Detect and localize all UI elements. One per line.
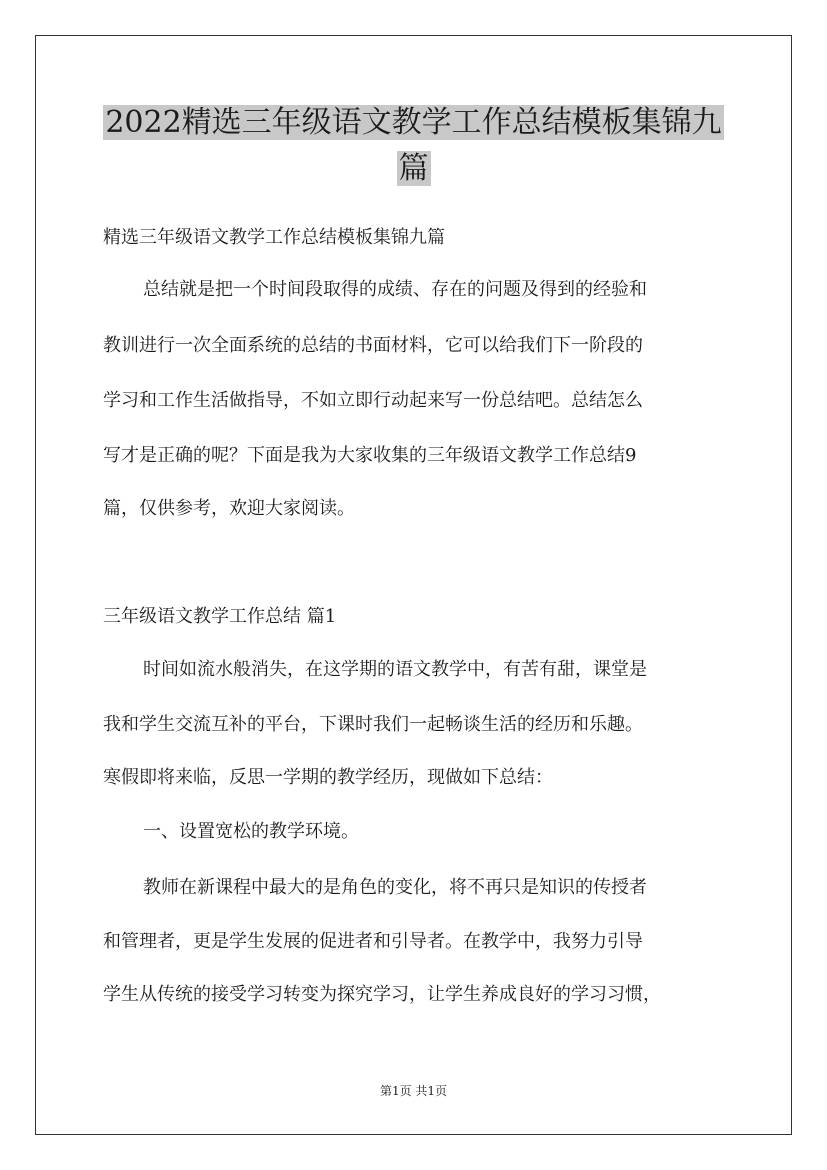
paragraph-line: 教师在新课程中最大的是角色的变化，将不再只是知识的传授者 [143, 877, 647, 898]
paragraph-line: 时间如流水般消失，在这学期的语文教学中，有苦有甜，课堂是 [143, 659, 647, 680]
paragraph-line: 寒假即将来临，反思一学期的教学经历，现做如下总结： [103, 767, 553, 788]
paragraph-line: 学生从传统的接受学习转变为探究学习，让学生养成良好的学习习惯， [103, 984, 661, 1005]
title-line-2: 篇 [398, 151, 429, 186]
paragraph-line: 写才是正确的呢？下面是我为大家收集的三年级语文教学工作总结9 [103, 445, 637, 466]
subsection-heading: 一、设置宽松的教学环境。 [143, 821, 359, 842]
paragraph-line: 我和学生交流互补的平台，下课时我们一起畅谈生活的经历和乐趣。 [103, 714, 643, 735]
paragraph-line: 教训进行一次全面系统的总结的书面材料，它可以给我们下一阶段的 [103, 335, 643, 356]
title-line-1: 2022精选三年级语文教学工作总结模板集锦九 [105, 105, 722, 140]
page-footer: 第1页 共1页 [379, 1084, 448, 1098]
page-border [35, 35, 792, 1135]
section-heading: 三年级语文教学工作总结 篇1 [103, 606, 337, 627]
paragraph-line: 篇，仅供参考，欢迎大家阅读。 [103, 498, 355, 519]
paragraph-line: 总结就是把一个时间段取得的成绩、存在的问题及得到的经验和 [143, 279, 647, 300]
paragraph-line: 和管理者，更是学生发展的促进者和引导者。在教学中，我努力引导 [103, 931, 643, 952]
paragraph-line: 学习和工作生活做指导，不如立即行动起来写一份总结吧。总结怎么 [103, 390, 643, 411]
document-title [60, 100, 767, 192]
subtitle-line: 精选三年级语文教学工作总结模板集锦九篇 [103, 227, 445, 248]
